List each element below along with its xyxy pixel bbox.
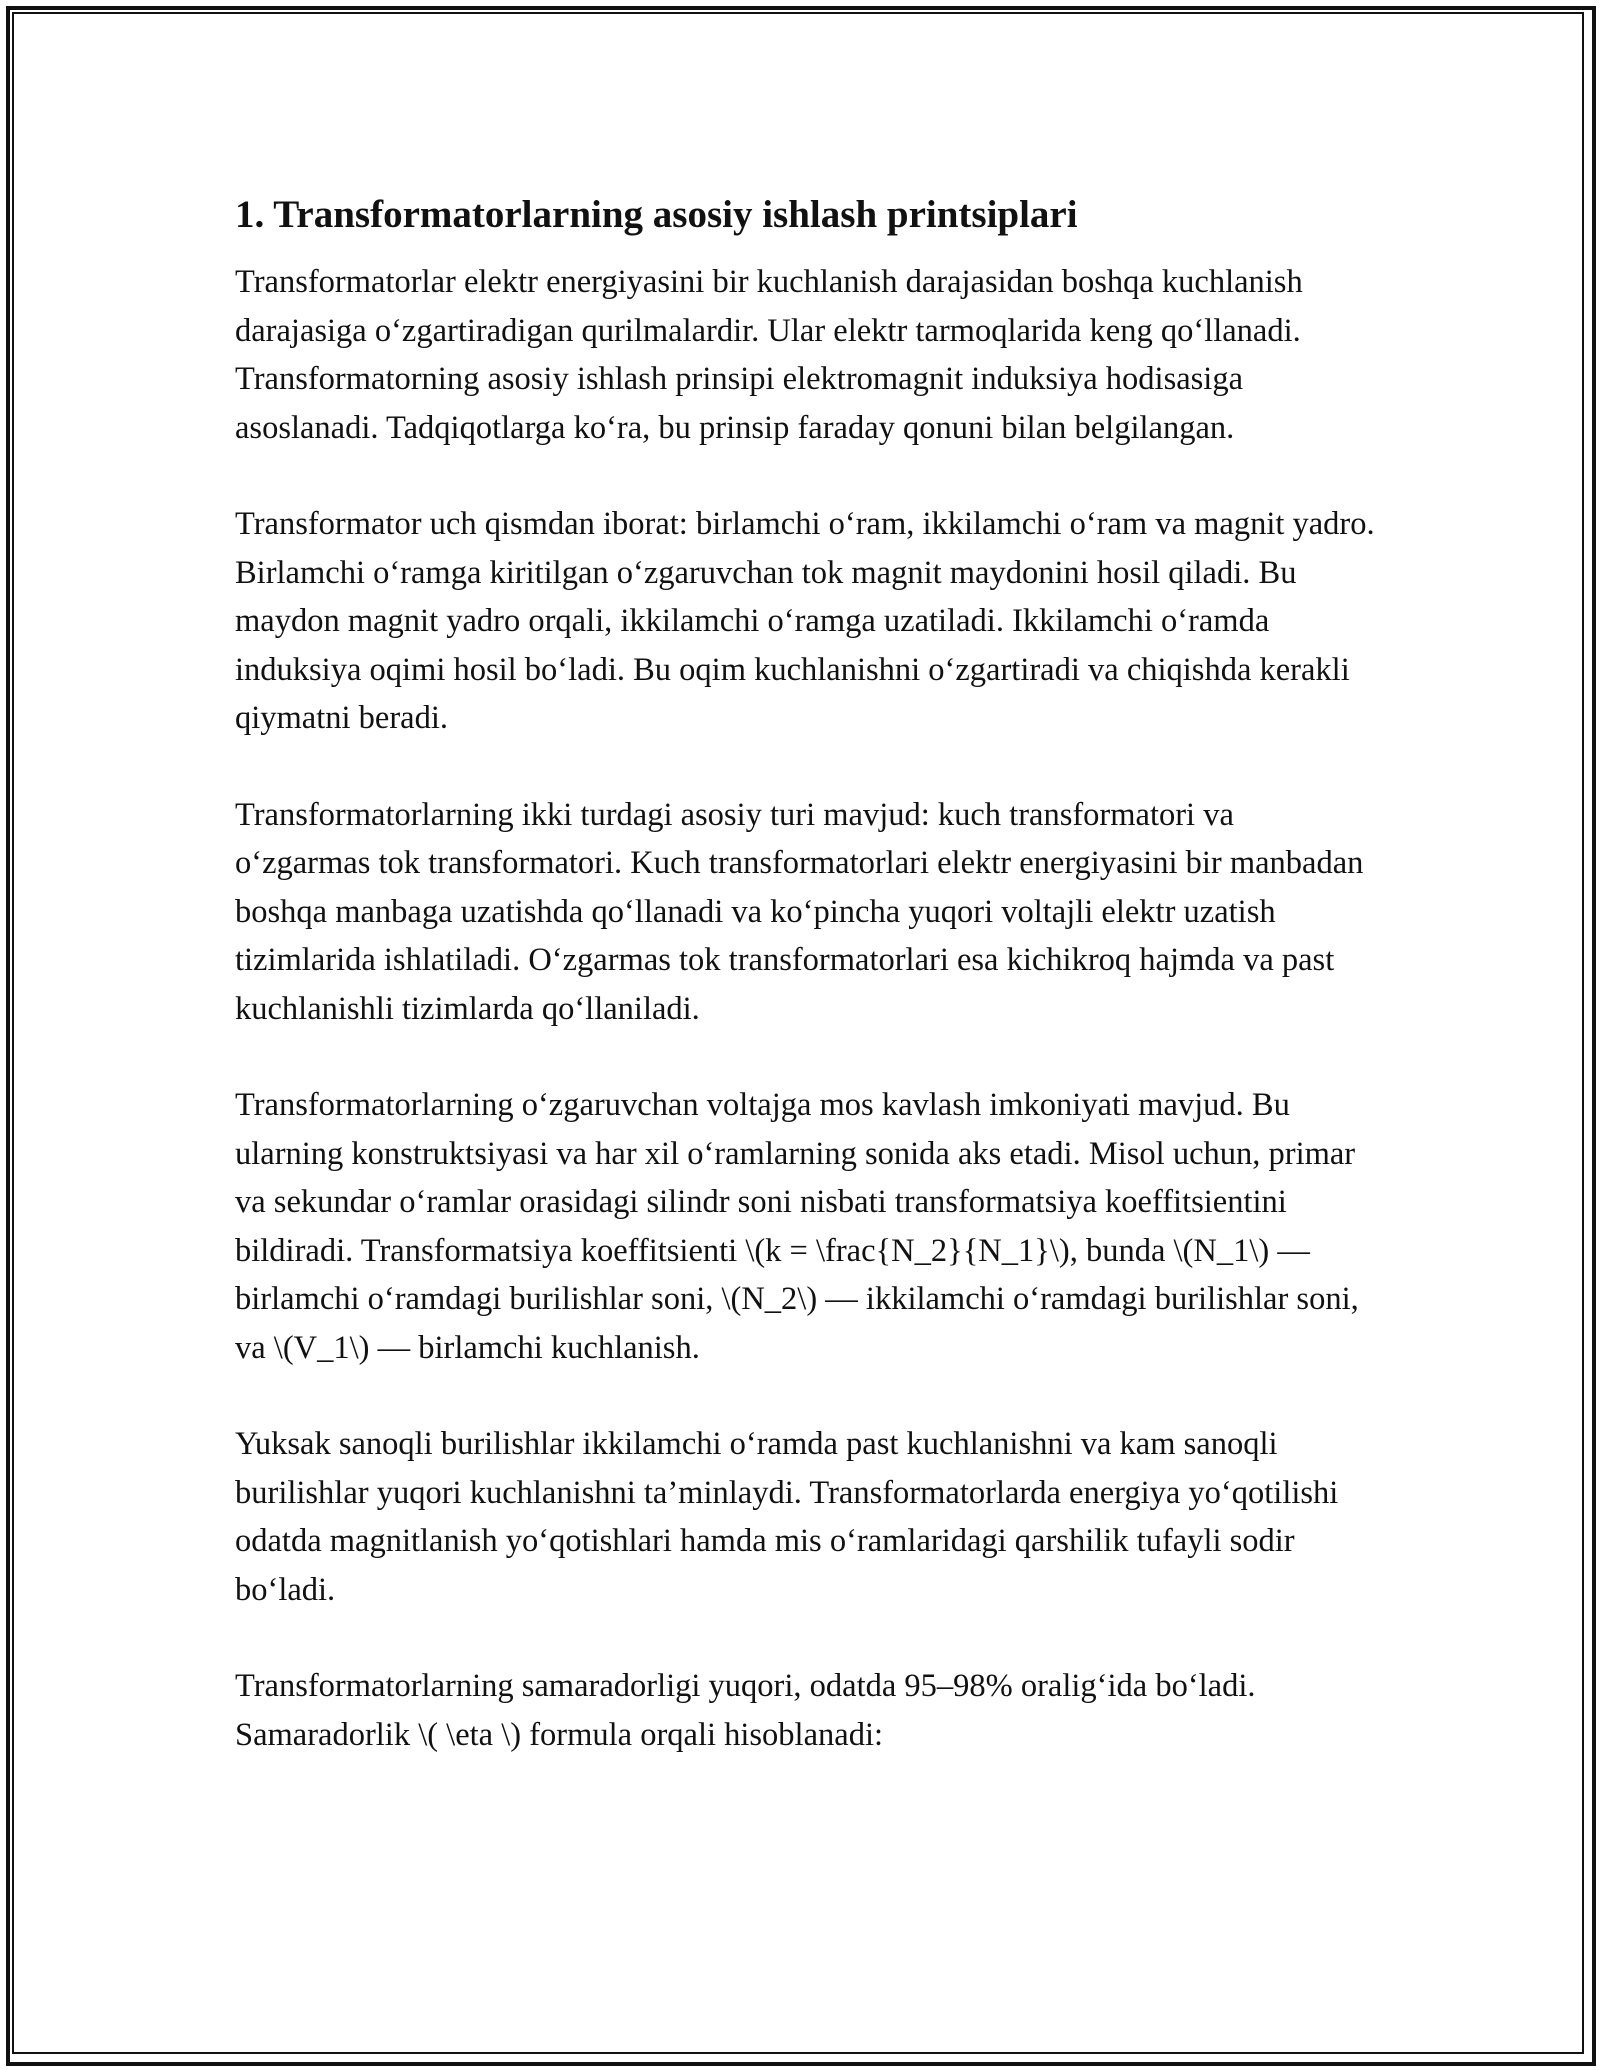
section-heading: 1. Transformatorlarning asosiy ishlash printsiplari: [235, 193, 1078, 236]
document-body: [235, 190, 1375, 1807]
paragraph-types: Transformatorlarning ikki turdagi asosiy turi mavjud: kuch transformatori va o‘zgarmas tok transformatori. Kuch transformatorlari elektr energiyasini bir manbadan boshqa manbaga uzatishda qo‘llanadi va ko‘pincha yuqori voltajli elektr uzatish tizimlarida ishlatiladi. O‘zgarmas tok transformatorlari esa kichikroq hajmda va past kuchlanishli tizimlarda qo‘llaniladi.: [235, 796, 1364, 1027]
paragraph-coefficient: Transformatorlarning o‘zgaruvchan voltajga mos kavlash imkoniyati mavjud. Bu ularning konstruktsiyasi va har xil o‘ramlarning sonida aks etadi. Misol uchun, primar va sekundar o‘ramlar orasidagi silindr soni nisbati transformatsiya koeffitsientini bildiradi. Transformatsiya koeffitsienti \(k = \frac{N_2}{N_1}\), bunda \(N_1\) — birlamchi o‘ramdagi burilishlar soni, \(N_2\) — ikkilamchi o‘ramdagi burilishlar soni, va \(V_1\) — birlamchi kuchlanish.: [235, 1087, 1359, 1366]
paragraph-components: Transformator uch qismdan iborat: birlamchi o‘ram, ikkilamchi o‘ram va magnit yadro. Birlamchi o‘ramga kiritilgan o‘zgaruvchan tok magnit maydonini hosil qiladi. Bu maydon magnit yadro orqali, ikkilamchi o‘ramga uzatiladi. Ikkilamchi o‘ramda induksiya oqimi hosil bo‘ladi. Bu oqim kuchlanishni o‘zgartiradi va chiqishda kerakli qiymatni beradi.: [235, 506, 1375, 736]
paragraph-losses: Yuksak sanoqli burilishlar ikkilamchi o‘ramda past kuchlanishni va kam sanoqli burilishlar yuqori kuchlanishni ta’minlaydi. Transformatorlarda energiya yo‘qotilishi odatda magnitlanish yo‘qotishlari hamda mis o‘ramlaridagi qarshilik tufayli sodir bo‘ladi.: [235, 1426, 1339, 1608]
paragraph-efficiency: Transformatorlarning samaradorligi yuqori, odatda 95–98% oralig‘ida bo‘ladi. Samaradorlik \( \eta \) formula orqali hisoblanadi:: [235, 1668, 1256, 1753]
paragraph-intro: Transformatorlar elektr energiyasini bir kuchlanish darajasidan boshqa kuchlanish darajasiga o‘zgartiradigan qurilmalardir. Ular elektr tarmoqlarida keng qo‘llanadi. Transformatorning asosiy ishlash prinsipi elektromagnit induksiya hodisasiga asoslanadi. Tadqiqotlarga ko‘ra, bu prinsip faraday qonuni bilan belgilangan.: [235, 264, 1303, 446]
